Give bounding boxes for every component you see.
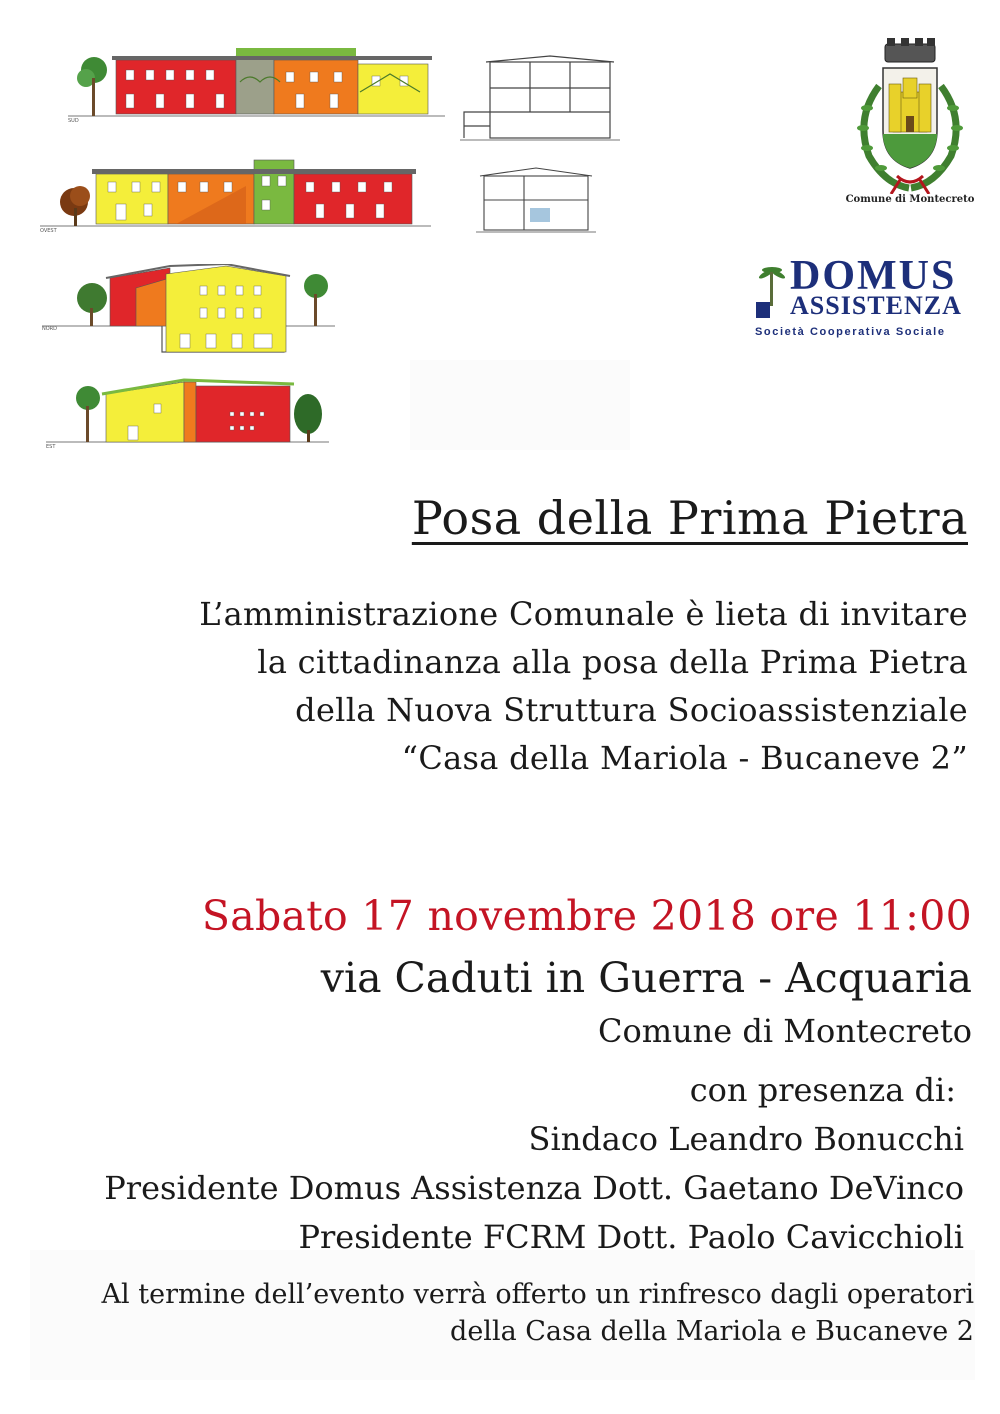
svg-text:SUD: SUD (68, 118, 79, 124)
blank-panel (410, 360, 630, 450)
intro-line: della Nuova Struttura Socioassistenziale (295, 691, 968, 729)
footer-line: della Casa della Mariola e Bucaneve 2 (450, 1316, 974, 1347)
building-elevation-3 (40, 264, 340, 356)
intro-line: la cittadinanza alla posa della Prima Pietra (257, 643, 968, 681)
svg-text:EST: EST (46, 444, 56, 450)
footer-note (14, 1276, 974, 1350)
domus-title: DOMUS (790, 253, 957, 299)
domus-tagline: Società Cooperativa Sociale (755, 326, 946, 338)
crest-caption: Comune di Montecreto (845, 194, 975, 205)
svg-text:OVEST: OVEST (40, 228, 57, 234)
building-section-2 (476, 164, 596, 236)
montecreto-crest (845, 38, 975, 194)
guest-item: Sindaco Leandro Bonucchi (528, 1120, 964, 1158)
presence-intro: con presenza di: (689, 1071, 956, 1109)
building-section-1 (460, 48, 620, 144)
invitation-text (68, 590, 968, 782)
domus-subtitle: ASSISTENZA (790, 291, 962, 320)
event-title-text: Posa della Prima Pietra (411, 491, 968, 545)
svg-text:NORD: NORD (42, 326, 57, 332)
building-elevation-2 (36, 156, 436, 236)
domus-palm-logo (754, 262, 790, 320)
event-title (268, 488, 968, 548)
guests-section (24, 1066, 964, 1262)
building-elevation-1 (60, 42, 450, 124)
event-date-time: Sabato 17 novembre 2018 ore 11:00 (201, 892, 972, 940)
event-address: via Caduti in Guerra - Acquaria (320, 954, 972, 1002)
footer-line: Al termine dell’evento verrà offerto un rinfresco dagli operatori (101, 1279, 974, 1310)
event-municipality: Comune di Montecreto (597, 1012, 972, 1050)
intro-line: “Casa della Mariola - Bucaneve 2” (401, 739, 968, 777)
building-elevation-4 (44, 376, 334, 452)
guest-item: Presidente FCRM Dott. Paolo Cavicchioli (298, 1218, 964, 1256)
guest-item: Presidente Domus Assistenza Dott. Gaetano DeVinco (104, 1169, 964, 1207)
intro-line: L’amministrazione Comunale è lieta di invitare (199, 595, 968, 633)
